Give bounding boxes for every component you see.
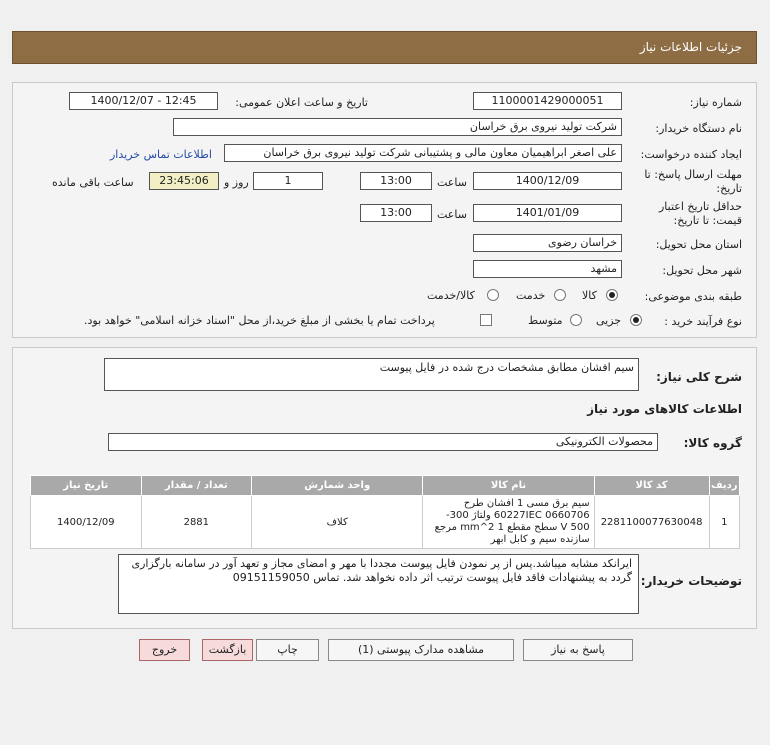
days-label: روز و <box>224 176 249 189</box>
category-label: طبقه بندی موضوعی: <box>644 290 742 303</box>
deadline-time-field: 13:00 <box>360 172 432 190</box>
announce-field: 1400/12/07 - 12:45 <box>69 92 218 110</box>
description-label: شرح کلی نیاز: <box>656 370 742 384</box>
goods-group-label: گروه کالا: <box>683 436 742 450</box>
city-label: شهر محل تحویل: <box>662 264 742 277</box>
table-row <box>31 496 740 549</box>
goods-table-header <box>31 476 740 496</box>
col-qty: تعداد / مقدار <box>141 476 252 496</box>
exit-button[interactable]: خروج <box>139 639 190 661</box>
process-option-partial: جزیی <box>596 314 622 327</box>
process-radio-medium[interactable] <box>570 314 582 326</box>
validity-time-field: 13:00 <box>360 204 432 222</box>
deadline-date-field: 1400/12/09 <box>473 172 622 190</box>
col-name: نام کالا <box>423 476 594 496</box>
announce-label: تاریخ و ساعت اعلان عمومی: <box>235 96 368 109</box>
print-button[interactable]: چاپ <box>256 639 319 661</box>
contact-buyer-link[interactable]: اطلاعات تماس خریدار <box>110 148 212 161</box>
page-header <box>12 31 757 64</box>
category-radio-goods[interactable] <box>606 289 618 301</box>
deadline-label: مهلت ارسال پاسخ: تا تاریخ: <box>644 168 742 195</box>
col-row: ردیف <box>709 476 739 496</box>
province-label: استان محل تحویل: <box>655 238 742 251</box>
buyer-notes-label: توضیحات خریدار: <box>640 574 742 588</box>
process-radio-partial[interactable] <box>630 314 642 326</box>
cell-name: سیم برق مسی 1 افشان طرح 60227IEC 0660706 ولتاژ 300-500 V سطح مقطع 1 mm^2 مرجع سازنده سیم و کابل ابهر <box>423 496 594 549</box>
category-option-goods-service: کالا/خدمت <box>427 289 475 302</box>
deadline-time-label: ساعت <box>437 176 467 189</box>
goods-section-title: اطلاعات کالاهای مورد نیاز <box>587 402 742 416</box>
col-code: کد کالا <box>594 476 709 496</box>
page-title: جزئيات اطلاعات نياز <box>639 40 742 54</box>
back-button[interactable]: بازگشت <box>202 639 253 661</box>
cell-date: 1400/12/09 <box>31 496 142 549</box>
process-option-medium: متوسط <box>528 314 563 327</box>
need-number-field: 1100001429000051 <box>473 92 622 110</box>
col-unit: واحد شمارش <box>252 476 423 496</box>
payment-checkbox[interactable] <box>480 314 492 326</box>
validity-date-field: 1401/01/09 <box>473 204 622 222</box>
cell-unit: کلاف <box>252 496 423 549</box>
creator-label: ایجاد کننده درخواست: <box>640 148 742 161</box>
cell-row: 1 <box>709 496 739 549</box>
creator-field: علی اصغر ابراهیمیان معاون مالی و پشتیبانی شرکت تولید نیروی برق خراسان <box>224 144 622 162</box>
attachments-button[interactable]: مشاهده مدارک پیوستی (1) <box>328 639 514 661</box>
buyer-field: شرکت تولید نیروی برق خراسان <box>173 118 622 136</box>
category-option-goods: کالا <box>582 289 597 302</box>
days-field: 1 <box>253 172 323 190</box>
reply-button[interactable]: پاسخ به نیاز <box>523 639 633 661</box>
province-field: خراسان رضوی <box>473 234 622 252</box>
description-field: سیم افشان مطابق مشخصات درج شده در فایل پیوست <box>104 358 639 391</box>
category-option-service: خدمت <box>516 289 546 302</box>
category-radio-goods-service[interactable] <box>487 289 499 301</box>
buyer-label: نام دستگاه خریدار: <box>655 122 742 135</box>
validity-label: حداقل تاریخ اعتبار قیمت: تا تاریخ: <box>658 200 742 227</box>
buyer-notes-field: ایرانکد مشابه میباشد.پس از پر نمودن فایل پیوست مجددا با مهر و امضای مجاز و تعهد آور در سامانه بارگزاری گردد به پیشنهادات فاقد فایل پیوست ترتیب اثر داده نخواهد شد. تماس 09151159050 <box>118 554 639 614</box>
col-date: تاریخ نیاز <box>31 476 142 496</box>
goods-table <box>30 475 740 549</box>
process-label: نوع فرآیند خرید : <box>664 315 742 328</box>
goods-group-field: محصولات الکترونیکی <box>108 433 658 451</box>
need-number-label: شماره نياز: <box>689 96 742 109</box>
city-field: مشهد <box>473 260 622 278</box>
cell-code: 2281100077630048 <box>594 496 709 549</box>
remaining-time-field: 23:45:06 <box>149 172 219 190</box>
cell-qty: 2881 <box>141 496 252 549</box>
remaining-label: ساعت باقی مانده <box>52 176 134 189</box>
payment-note: پرداخت تمام یا بخشی از مبلغ خرید،از محل "اسناد خزانه اسلامی" خواهد بود. <box>84 314 435 327</box>
validity-time-label: ساعت <box>437 208 467 221</box>
category-radio-service[interactable] <box>554 289 566 301</box>
